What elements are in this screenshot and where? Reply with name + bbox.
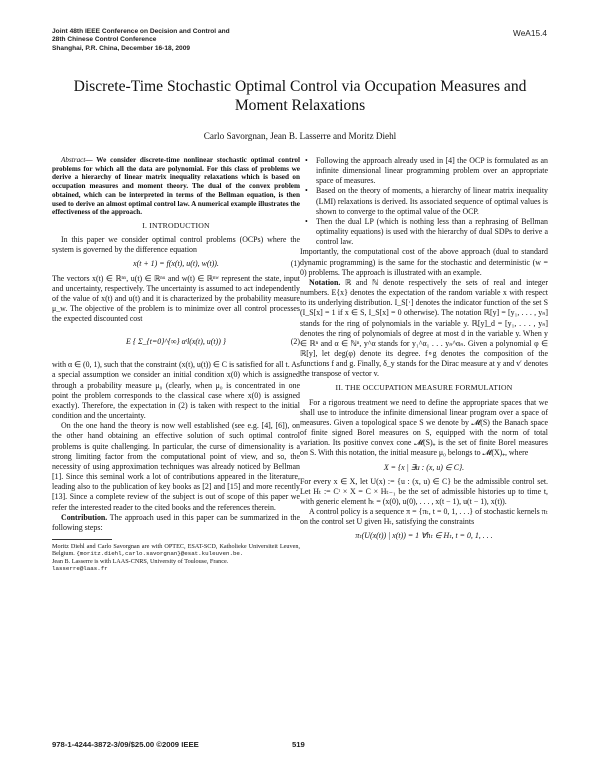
list-item bbox=[300, 186, 548, 216]
intro-paragraph-3: with α ∈ (0, 1), such that the constraint (x(t), u(t)) ∈ C is satisfied for all t. As a special assumption we consider an initial condition x(0) which is assigned through a probability measure μ₀ (clearly, when μ₀ is concentrated in one point the problem corresponds to the classical case where x(0) is assigned exactly). Therefore, the expectation in (2) is taken with respect to the initial condition and the uncertainty. bbox=[52, 360, 300, 421]
footnote bbox=[52, 543, 300, 573]
notation-text: ℝ and ℕ denote respectively the sets of real and integer numbers. E{x} denotes the expectation of the random variable x with respect to its underlying distribution. I_S[·] denotes the indicator function of the set S (I_S[x] = 1 if x ∈ S, I_S[x] = 0 otherwise). The notation ℝ[y] = [y₁, . . . , yₙ] stands for the ring of polynomials in the variable y. ℝ[y]_d = [y₁, . . . , yₙ] denotes the ring of polynomials of degree at most d in the variable y. When y ∈ ℝⁿ and α ∈ ℕⁿ, y^α stands for y₁^α₁ . . . yₙ^αₙ. Given a polynomial φ ∈ ℝ[y], let deg(φ) denote its degree. f∘g denotes the composition of the functions f and g. Finally, δ_y stands for the Dirac measure at y and v′ denotes the transpose of vector v. bbox=[300, 277, 548, 379]
right-column bbox=[300, 156, 548, 546]
paper-title bbox=[40, 77, 560, 115]
list-item bbox=[300, 156, 548, 186]
conference-header bbox=[52, 28, 230, 53]
equation-2 bbox=[52, 328, 300, 356]
conference-line-3: Shanghai, P.R. China, December 16-18, 2009 bbox=[52, 44, 191, 52]
section2-paragraph-2: For every x ∈ X, let U(x) := {u : (x, u) ∈ C} be the admissible control set. Let Hₜ := Cᵗ × X = C × Hₜ₋₁ be the set of admissible histories up to time t, with generic element hₜ = (x(0), u(0), . . . , x(t − 1), u(t − 1), x(t)). bbox=[300, 476, 548, 506]
equation-4 bbox=[300, 531, 548, 541]
abstract-text: — We consider discrete-time nonlinear stochastic optimal control problems for which all the data are polynomial. For this class of problems we derive a hierarchy of linear matrix inequality relaxations which is based on occupation measures and moment theory. The dual of the convex problem obtained, which can be interpreted in terms of the Bellman equation, is then used to derive an almost optimal control law. A numerical example illustrates the effectiveness of the approach. bbox=[52, 156, 300, 217]
abstract bbox=[52, 156, 300, 217]
section2-paragraph-1: For a rigorous treatment we need to define the appropriate spaces that we shall use to introduce the infinite dimensional linear program over a space of measures. Given a topological space S we denote by 𝓜(S) the Banach space of finite signed Borel measures on S, equipped with the norm of total variation. Its positive convex cone 𝓜(S)₊ is the set of finite Borel measures on S. With this notation, the initial measure μ₀ belongs to 𝓜(X)₊, where bbox=[300, 397, 548, 458]
equation-3 bbox=[300, 463, 548, 473]
bullet-text-1: Following the approach already used in [4] the OCP is formulated as an infinite dimensional linear programming problem over an appropriate space of measures. bbox=[316, 156, 548, 186]
conference-line-2: 28th Chinese Control Conference bbox=[52, 36, 157, 44]
equation-4-body: πₜ(U(x(t)) | x(t)) = 1 ∀hₜ ∈ Hₜ, t = 0, 1, . . . bbox=[355, 531, 493, 541]
bullet-icon: • bbox=[305, 186, 308, 196]
conference-line-1: Joint 48th IEEE Conference on Decision and Control and bbox=[52, 28, 230, 35]
session-code: WeA15.4 bbox=[513, 28, 547, 38]
title-line-1: Discrete-Time Stochastic Optimal Control via Occupation Measures and bbox=[73, 78, 527, 95]
footnote-divider bbox=[52, 539, 112, 540]
section2-paragraph-3: A control policy is a sequence π = {πₜ, t = 0, 1, . . .} of stochastic kernels πₜ on the control set U given Hₜ, satisfying the constraints bbox=[300, 507, 548, 527]
authors: Carlo Savorgnan, Jean B. Lasserre and Moritz Diehl bbox=[203, 131, 397, 141]
left-column bbox=[52, 156, 300, 573]
footnote-line-1: Moritz Diehl and Carlo Savorgnan are with OPTEC, ESAT-SCD, Katholieke Universiteit Leuven, Belgium. bbox=[52, 542, 300, 558]
footnote-email-1[interactable]: {moritz.diehl,carlo.savorgnan}@esat.kuleuven.be. bbox=[76, 550, 244, 558]
abstract-label: Abstract bbox=[61, 156, 86, 164]
equation-1 bbox=[52, 259, 300, 269]
equation-3-body: X = {x | ∃u : (x, u) ∈ C}. bbox=[383, 462, 465, 472]
equation-1-number: (1) bbox=[290, 259, 300, 269]
page-number: 519 bbox=[292, 740, 305, 749]
equation-2-body: E { Σ_{t=0}^{∞} αᵗl(x(t), u(t)) } bbox=[126, 337, 226, 347]
title-line-2: Moment Relaxations bbox=[234, 97, 366, 114]
importantly-paragraph: Importantly, the computational cost of the above approach (dual to standard dynamic programming) is the same for the stochastic and deterministic (w = 0) problems. The approach is illustrated with an example. bbox=[300, 247, 548, 277]
intro-paragraph-1: In this paper we consider optimal control problems (OCPs) where the system is governed by the difference equation bbox=[52, 235, 300, 255]
equation-1-body: x(t + 1) = f(x(t), u(t), w(t)). bbox=[133, 259, 219, 269]
footnote-email-2[interactable]: lasserre@laas.fr bbox=[52, 565, 108, 573]
bullet-text-2: Based on the theory of moments, a hierarchy of linear matrix inequality (LMI) relaxations is derived. Its associated sequence of optimal values is shown to converge to the optimal value of the OCP. bbox=[316, 186, 548, 216]
section-heading-occupation-measure: II. THE OCCUPATION MEASURE FORMULATION bbox=[335, 383, 513, 393]
notation-paragraph bbox=[300, 278, 548, 380]
section-heading-introduction: I. INTRODUCTION bbox=[142, 220, 210, 230]
notation-label: Notation. bbox=[309, 277, 341, 287]
footnote-line-2: Jean B. Lasserre is with LAAS-CNRS, University of Toulouse, France. bbox=[52, 557, 229, 565]
contribution-label: Contribution. bbox=[61, 512, 108, 522]
contribution-paragraph bbox=[52, 513, 300, 533]
intro-paragraph-2: The vectors x(t) ∈ ℝⁿˣ, u(t) ∈ ℝⁿᵘ and w(t) ∈ ℝⁿʷ represent the state, input and uncertainty, respectively. The uncertainty is assumed to act independently of the value of x(t) and u(t) and it is characterized by the probability measure μ_w. The objective of the problem is to minimize over all control processes the expected discounted cost bbox=[52, 273, 300, 324]
equation-2-number: (2) bbox=[290, 337, 300, 347]
bullet-icon: • bbox=[305, 216, 308, 226]
bullet-text-3: Then the dual LP (which is nothing less than a rephrasing of Bellman optimality equations) is used with the hierarchy of dual SDPs to derive a control law. bbox=[316, 216, 548, 247]
bullet-icon: • bbox=[305, 156, 308, 165]
intro-paragraph-4: On the one hand the theory is now well established (see e.g. [4], [6]), on the other hand obtaining an effective solution of such optimal control problems is quite challenging. In particular, the curse of dimensionality is a strong limiting factor from the computational point of view, and so, the necessity of using approximation techniques was already noticed by Bellman [1]. Since this seminal work a lot of contributions appeared in the literature, leading also to the publication of key books as [2] and [15] and more recently [13]. Since a complete review of the subject is out of scope of this paper we refer the interested reader to the cited books and the references therein. bbox=[52, 421, 300, 512]
contribution-text: The approach used in this paper can be summarized in the following steps: bbox=[52, 512, 300, 532]
isbn-copyright: 978-1-4244-3872-3/09/$25.00 ©2009 IEEE bbox=[52, 740, 199, 749]
list-item bbox=[300, 217, 548, 247]
